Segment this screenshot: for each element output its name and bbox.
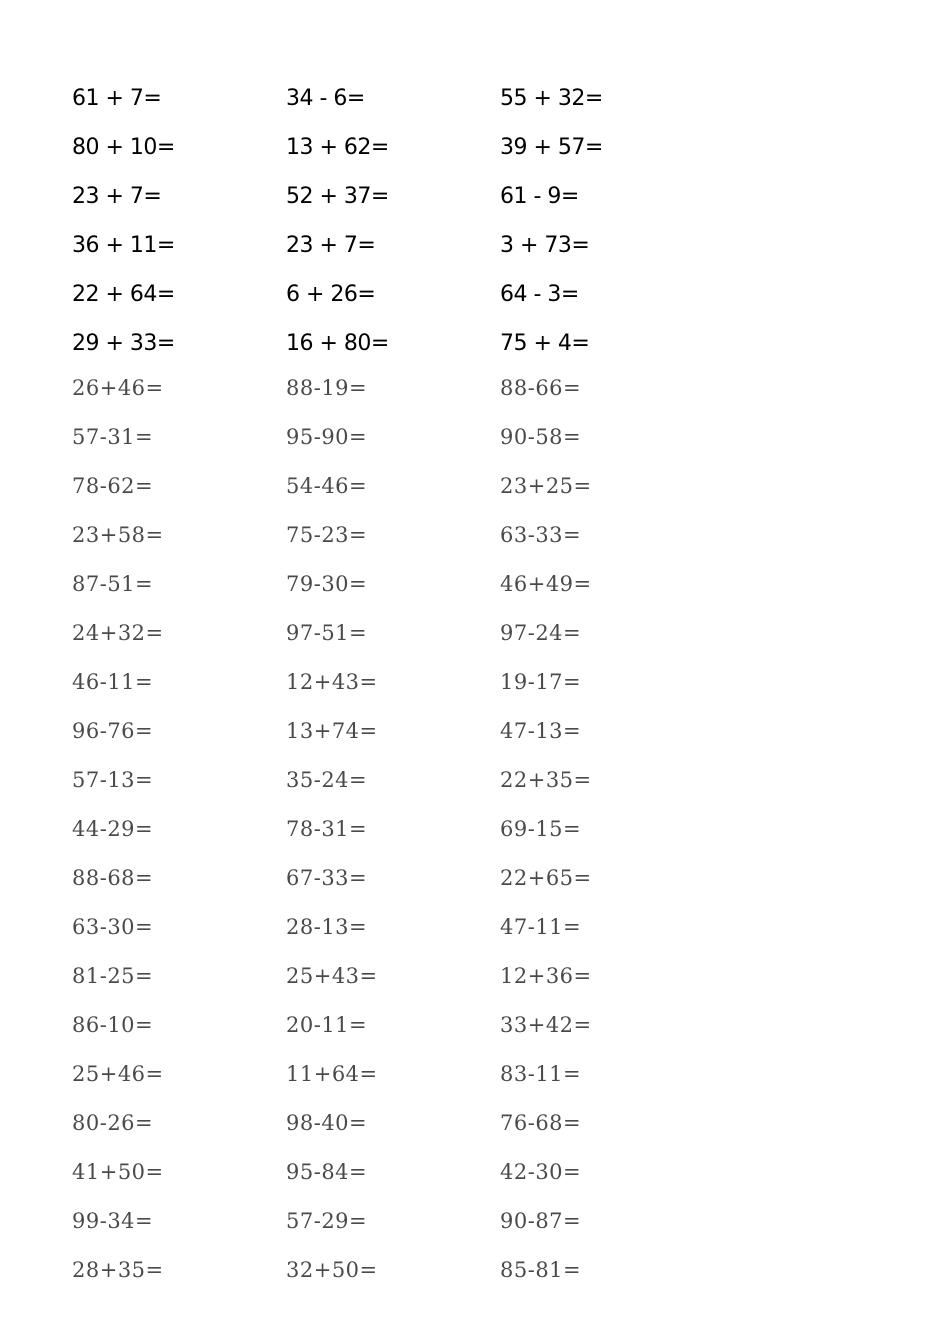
problem: 81-25= xyxy=(72,963,154,988)
problem-row xyxy=(72,1000,772,1049)
problem-row xyxy=(72,1098,772,1147)
problem: 88-19= xyxy=(286,375,368,400)
problem: 57-29= xyxy=(286,1208,368,1233)
problem: 57-13= xyxy=(72,767,154,792)
problem: 6 + 26= xyxy=(286,282,376,307)
problem-row xyxy=(72,510,772,559)
problem: 86-10= xyxy=(72,1012,154,1037)
problem: 85-81= xyxy=(500,1257,582,1282)
problem: 23+25= xyxy=(500,473,592,498)
problem: 96-76= xyxy=(72,718,154,743)
problem: 13+74= xyxy=(286,718,378,743)
problem-row xyxy=(72,270,772,319)
problem-row xyxy=(72,1196,772,1245)
problem: 11+64= xyxy=(286,1061,378,1086)
problem-row xyxy=(72,853,772,902)
problem: 87-51= xyxy=(72,571,154,596)
problem-row xyxy=(72,804,772,853)
problem: 34 - 6= xyxy=(286,86,365,111)
problem: 13 + 62= xyxy=(286,135,389,160)
problem-block-2 xyxy=(72,363,772,1294)
problem-row xyxy=(72,706,772,755)
problem-row xyxy=(72,412,772,461)
problem: 47-13= xyxy=(500,718,582,743)
problem-row xyxy=(72,172,772,221)
problem: 90-87= xyxy=(500,1208,582,1233)
problem: 52 + 37= xyxy=(286,184,389,209)
problem: 99-34= xyxy=(72,1208,154,1233)
problem: 28+35= xyxy=(72,1257,164,1282)
problem: 83-11= xyxy=(500,1061,582,1086)
problem: 69-15= xyxy=(500,816,582,841)
problem-row xyxy=(72,221,772,270)
problem: 41+50= xyxy=(72,1159,164,1184)
problem: 23 + 7= xyxy=(72,184,162,209)
problem: 23 + 7= xyxy=(286,233,376,258)
problem: 95-90= xyxy=(286,424,368,449)
problem-row xyxy=(72,74,772,123)
problem: 79-30= xyxy=(286,571,368,596)
problem: 12+43= xyxy=(286,669,378,694)
problem-row xyxy=(72,559,772,608)
problem-row xyxy=(72,363,772,412)
arithmetic-worksheet xyxy=(72,74,772,1294)
problem: 80-26= xyxy=(72,1110,154,1135)
problem: 28-13= xyxy=(286,914,368,939)
problem-row xyxy=(72,951,772,1000)
problem: 47-11= xyxy=(500,914,582,939)
problem-row xyxy=(72,657,772,706)
problem: 25+46= xyxy=(72,1061,164,1086)
problem: 36 + 11= xyxy=(72,233,175,258)
problem: 46+49= xyxy=(500,571,592,596)
problem: 33+42= xyxy=(500,1012,592,1037)
problem: 57-31= xyxy=(72,424,154,449)
problem: 32+50= xyxy=(286,1257,378,1282)
problem-row xyxy=(72,461,772,510)
problem: 75-23= xyxy=(286,522,368,547)
problem: 54-46= xyxy=(286,473,368,498)
problem: 23+58= xyxy=(72,522,164,547)
problem: 80 + 10= xyxy=(72,135,175,160)
problem: 3 + 73= xyxy=(500,233,590,258)
problem: 12+36= xyxy=(500,963,592,988)
problem: 46-11= xyxy=(72,669,154,694)
problem: 63-33= xyxy=(500,522,582,547)
problem: 90-58= xyxy=(500,424,582,449)
problem-row xyxy=(72,1049,772,1098)
problem: 88-68= xyxy=(72,865,154,890)
problem: 97-51= xyxy=(286,620,368,645)
problem-row xyxy=(72,902,772,951)
problem: 20-11= xyxy=(286,1012,368,1037)
problem: 22 + 64= xyxy=(72,282,175,307)
problem-row xyxy=(72,755,772,804)
problem: 95-84= xyxy=(286,1159,368,1184)
problem: 78-31= xyxy=(286,816,368,841)
problem-row xyxy=(72,123,772,172)
problem: 67-33= xyxy=(286,865,368,890)
problem-row xyxy=(72,608,772,657)
problem: 63-30= xyxy=(72,914,154,939)
problem: 78-62= xyxy=(72,473,154,498)
problem: 98-40= xyxy=(286,1110,368,1135)
problem: 88-66= xyxy=(500,375,582,400)
problem: 22+35= xyxy=(500,767,592,792)
problem: 97-24= xyxy=(500,620,582,645)
problem: 26+46= xyxy=(72,375,164,400)
problem: 44-29= xyxy=(72,816,154,841)
problem: 64 - 3= xyxy=(500,282,579,307)
problem: 39 + 57= xyxy=(500,135,603,160)
problem: 35-24= xyxy=(286,767,368,792)
problem: 29 + 33= xyxy=(72,331,175,356)
problem: 75 + 4= xyxy=(500,331,590,356)
problem: 16 + 80= xyxy=(286,331,389,356)
problem-row xyxy=(72,319,772,368)
problem: 55 + 32= xyxy=(500,86,603,111)
problem-block-1 xyxy=(72,74,772,368)
problem: 22+65= xyxy=(500,865,592,890)
problem: 42-30= xyxy=(500,1159,582,1184)
problem: 24+32= xyxy=(72,620,164,645)
problem: 61 + 7= xyxy=(72,86,162,111)
problem: 25+43= xyxy=(286,963,378,988)
problem: 76-68= xyxy=(500,1110,582,1135)
problem-row xyxy=(72,1245,772,1294)
problem-row xyxy=(72,1147,772,1196)
problem: 61 - 9= xyxy=(500,184,579,209)
problem: 19-17= xyxy=(500,669,582,694)
